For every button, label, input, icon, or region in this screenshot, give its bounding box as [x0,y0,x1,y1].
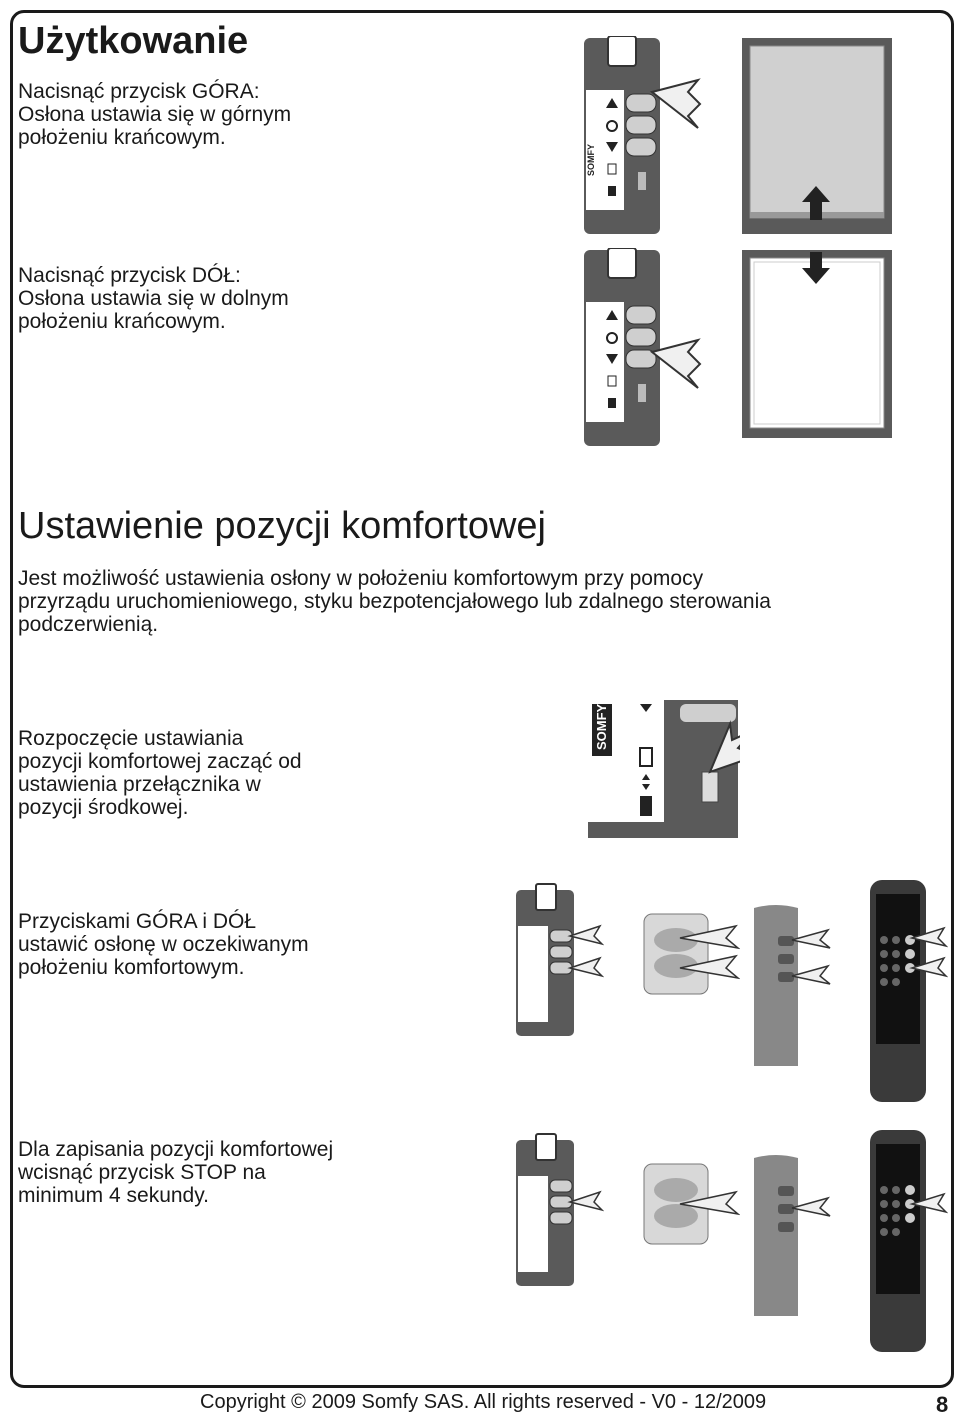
step2-text-line: położeniu komfortowym. [18,956,245,979]
down-text-line: Osłona ustawia się w dolnym [18,287,289,310]
cable-clip [608,248,636,278]
hand-pointer-icon [570,958,602,976]
position-switch[interactable] [638,172,646,190]
comfort-intro [18,567,771,636]
step3-instruction [18,1138,333,1207]
label-panel [518,1176,548,1272]
remote-slim-step3 [752,1154,832,1320]
remote-body [754,1155,798,1316]
remote-body [754,905,798,1066]
somfy-logo: SOMFY [594,703,609,750]
step2-instruction [18,910,309,979]
step1-instruction [18,727,302,819]
section-title-comfort: Ustawienie pozycji komfortowej [18,505,546,547]
down-button[interactable] [654,1204,698,1228]
step3-text-line: Dla zapisania pozycji komfortowej [18,1138,334,1161]
label-panel [586,302,624,422]
control-unit-down-figure [580,248,710,448]
stop-button[interactable] [626,328,656,346]
cable-clip [536,1134,556,1160]
somfy-logo: SOMFY [586,143,596,176]
position-switch[interactable] [638,384,646,402]
control-unit-up-figure [580,36,710,236]
intro-text-line: przyrządu uruchomieniowego, styku bezpotencjałowego lub zdalnego sterowania [18,590,771,613]
up-button[interactable] [778,1186,794,1196]
down-text-line: Nacisnąć przycisk DÓŁ: [18,264,241,287]
stop-button[interactable] [778,1204,794,1214]
hand-pointer-icon [570,926,602,944]
footer-copyright: Copyright © 2009 Somfy SAS. All rights reserved - V0 - 12/2009 [200,1391,767,1413]
switch-icon [608,398,616,408]
up-text-line: Osłona ustawia się w górnym [18,103,292,126]
down-button[interactable] [778,972,794,982]
step1-text-line: pozycji komfortowej zacząć od [18,750,302,773]
remote-slim-step2 [752,904,832,1070]
up-button[interactable] [654,1178,698,1202]
blind-down-figure [740,248,894,440]
up-button[interactable] [626,306,656,324]
step1-text-line: Rozpoczęcie ustawiania [18,727,244,750]
switch-icon [640,796,652,816]
switch-closeup-figure [588,700,740,840]
up-text-line: Nacisnąć przycisk GÓRA: [18,80,260,103]
switch-icon [608,186,616,196]
up-button[interactable] [626,94,656,112]
step3-text-line: minimum 4 sekundy. [18,1184,210,1207]
stop-button[interactable] [778,954,794,964]
blind-up-figure [740,36,894,236]
down-text-line: położeniu krańcowym. [18,310,226,333]
stop-button[interactable] [905,949,915,959]
wall-switch-step2 [640,910,740,998]
down-button[interactable] [905,1213,915,1223]
cable-clip [608,36,636,66]
position-switch[interactable] [702,772,718,802]
label-panel [518,926,548,1022]
step2-text-line: ustawić osłonę w oczekiwanym [18,933,309,956]
up-button[interactable] [905,935,915,945]
up-instruction [18,80,291,149]
hand-pointer-icon [570,1192,602,1210]
section-title-usage: Użytkowanie [18,20,249,62]
step3-text-line: wcisnąć przycisk STOP na [18,1161,266,1184]
ir-remote-step3 [866,1128,948,1354]
step1-text-line: pozycji środkowej. [18,796,189,819]
down-button[interactable] [550,1212,572,1224]
up-button[interactable] [905,1185,915,1195]
step2-text-line: Przyciskami GÓRA i DÓŁ [18,910,257,933]
up-button[interactable] [778,936,794,946]
up-button[interactable] [550,1180,572,1192]
ir-remote-step2 [866,878,948,1104]
down-button[interactable] [778,1222,794,1232]
page-number: 8 [936,1392,949,1417]
intro-text-line: podczerwienią. [18,613,159,636]
button-edge [680,704,736,722]
step1-text-line: ustawienia przełącznika w [18,773,261,796]
up-text-line: położeniu krańcowym. [18,126,226,149]
stop-button[interactable] [550,946,572,958]
control-unit-step2 [514,882,604,1038]
blind-fabric [750,258,884,428]
cable-clip [536,884,556,910]
control-unit-step3 [514,1132,604,1288]
wall-switch-step3 [640,1160,740,1248]
down-instruction [18,264,289,333]
down-button[interactable] [626,138,656,156]
stop-button[interactable] [626,116,656,134]
intro-text-line: Jest możliwość ustawienia osłony w położeniu komfortowym przy pomocy [18,567,704,590]
